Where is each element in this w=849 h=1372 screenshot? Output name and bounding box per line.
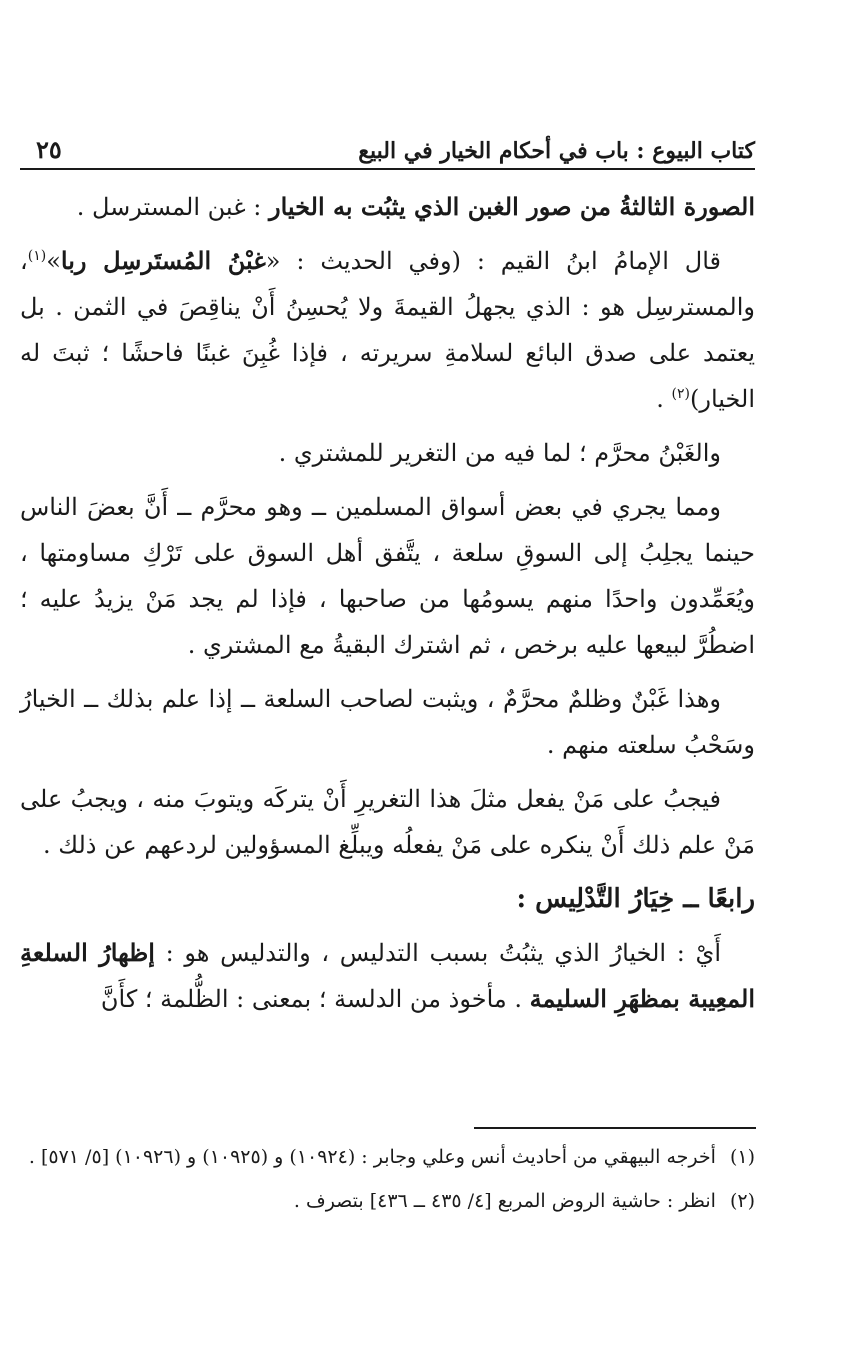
paragraph-1-rest: : غبن المسترسل . bbox=[76, 193, 270, 221]
page bbox=[20, 120, 755, 1030]
paragraph-7-b: . مأخوذ من الدلسة ؛ بمعنى : الظُّلمة ؛ كأَنَّ bbox=[100, 985, 530, 1013]
paragraph-1 bbox=[20, 184, 755, 230]
page-number: ٢٥ bbox=[36, 135, 62, 164]
footnote-1-text: أخرجه البيهقي من أحاديث أنس وعلي وجابر : (١٠٩٢٤) و (١٠٩٢٥) و (١٠٩٢٦) [٥/ ٥٧١] . bbox=[28, 1146, 716, 1168]
paragraph-5: وهذا غَبْنٌ وظلمٌ محرَّمٌ ، ويثبت لصاحب السلعة ــ إذا علم بذلك ــ الخيارُ وسَحْبُ سلعته منهم . bbox=[20, 685, 755, 759]
footnote-ref-2: (٢) bbox=[671, 386, 691, 402]
footnote-rule bbox=[474, 1127, 756, 1129]
paragraph-2-c: ، والمسترسِل هو : الذي يجهلُ القيمةَ ولا يُحسِنُ أَنْ يناقِصَ في الثمن . بل يعتمد على صدق البائع لسلامةِ سريرته ، فإذا غُبِنَ غبنًا فاحشًا ؛ ثبتَ له الخيار) bbox=[20, 247, 755, 413]
paragraph-7-bold: إظهارُ السلعةِ المعِيبة بمظهَرِ السليمة bbox=[20, 938, 755, 1013]
paragraph-2-a: قال الإمامُ ابنُ القيم : (وفي الحديث : « bbox=[265, 247, 721, 275]
footnote-ref-1: (١) bbox=[27, 248, 47, 264]
paragraph-4: ومما يجري في بعض أسواق المسلمين ــ وهو محرَّم ــ أَنَّ بعضَ الناس حينما يجلِبُ إلى السوقِ سلعة ، يتَّفق أهل السوق على تَرْكِ مساومتها ، ويُعَمِّدون واحدًا منهم يسومُها من صاحبها ، فإذا لم يجد مَنْ يزيدُ عليه ؛ اضطُرَّ لبيعها عليه برخص ، ثم اشترك البقيةُ مع المشتري . bbox=[20, 493, 755, 659]
header-rule bbox=[20, 168, 755, 170]
paragraph-1-bold: الصورة الثالثةُ من صور الغبن الذي يثبُت به الخيار bbox=[269, 192, 755, 221]
paragraph-2 bbox=[20, 238, 755, 422]
footnotes bbox=[20, 1138, 755, 1226]
footnote-1-number: (١) bbox=[729, 1146, 755, 1168]
footnote-2-text: انظر : حاشية الروض المربع [٤/ ٤٣٥ ــ ٤٣٦] بتصرف . bbox=[293, 1190, 716, 1212]
paragraph-7-a: أَيْ : الخيارُ الذي يثبُتُ بسبب التدليس ، والتدليس هو : bbox=[154, 939, 721, 967]
body-text bbox=[20, 184, 755, 1022]
running-head-title: كتاب البيوع : باب في أحكام الخيار في البيع bbox=[358, 138, 755, 164]
running-head bbox=[20, 120, 755, 164]
footnote-2-number: (٢) bbox=[729, 1190, 755, 1212]
paragraph-6: فيجبُ على مَنْ يفعل مثلَ هذا التغريرِ أَنْ يتركَه ويتوبَ منه ، ويجبُ على مَنْ علم ذلك أَنْ ينكره على مَنْ يفعلُه ويبلِّغ المسؤولين لردعهم عن ذلك . bbox=[20, 785, 755, 859]
section-heading: رابعًا ــ خِيَارُ التَّدْلِيس : bbox=[516, 884, 755, 914]
paragraph-2-hadith: غبْنُ المُستَرسِل ربا bbox=[60, 246, 266, 275]
paragraph-3: والغَبْنُ محرَّم ؛ لما فيه من التغرير للمشتري . bbox=[278, 439, 721, 467]
footnote-2 bbox=[20, 1182, 755, 1220]
paragraph-7 bbox=[20, 930, 755, 1022]
footnote-1 bbox=[20, 1138, 755, 1176]
paragraph-2-b: » bbox=[46, 247, 61, 275]
paragraph-2-d: . bbox=[656, 385, 672, 413]
